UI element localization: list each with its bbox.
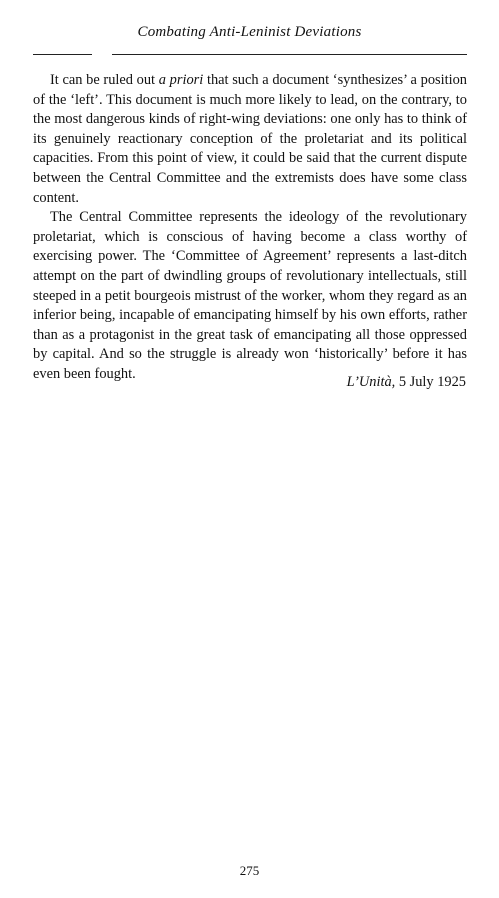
- body-text: [33, 71, 467, 385]
- paragraph-1-start: It can be ruled out: [50, 72, 159, 88]
- publication-date: 5 July 1925: [395, 374, 466, 390]
- running-head: Combating Anti-Leninist Deviations: [137, 24, 362, 40]
- header-rule-gap: [92, 53, 112, 56]
- sign-off: [347, 374, 466, 391]
- paragraph-1-italic: a priori: [158, 72, 204, 88]
- paragraph-1-rest: that such a document ‘synthesizes’ a position of the ‘left’. This document is much more likely to lead, on the contrary, to the most dangerous kinds of right-wing deviations: one only has to think of its genuinely reactionary conception of the proletariat and its political capacities. From this point of view, it could be said that the current dispute between the Central Committee and the extremists does have some class content.: [33, 72, 467, 206]
- paragraph-2: The Central Committee represents the ideology of the revolutionary proletariat, which is conscious of having become a class worthy of exercising power. The ‘Committee of Agreement’ represents a last-ditch attempt on the part of dwindling groups of revolutionary intellectuals, still steeped in a petit bourgeois mistrust of the worker, whom they regard as an inferior being, incapable of emancipating himself by his own efforts, rather than as a protagonist in the great task of emancipating all those oppressed by capital. And so the struggle is already won ‘historically’ before it has even been fought.: [33, 209, 467, 382]
- paragraph-1: [33, 71, 467, 208]
- newspaper-name: L’Unità,: [346, 374, 396, 390]
- page-number: 275: [239, 863, 260, 878]
